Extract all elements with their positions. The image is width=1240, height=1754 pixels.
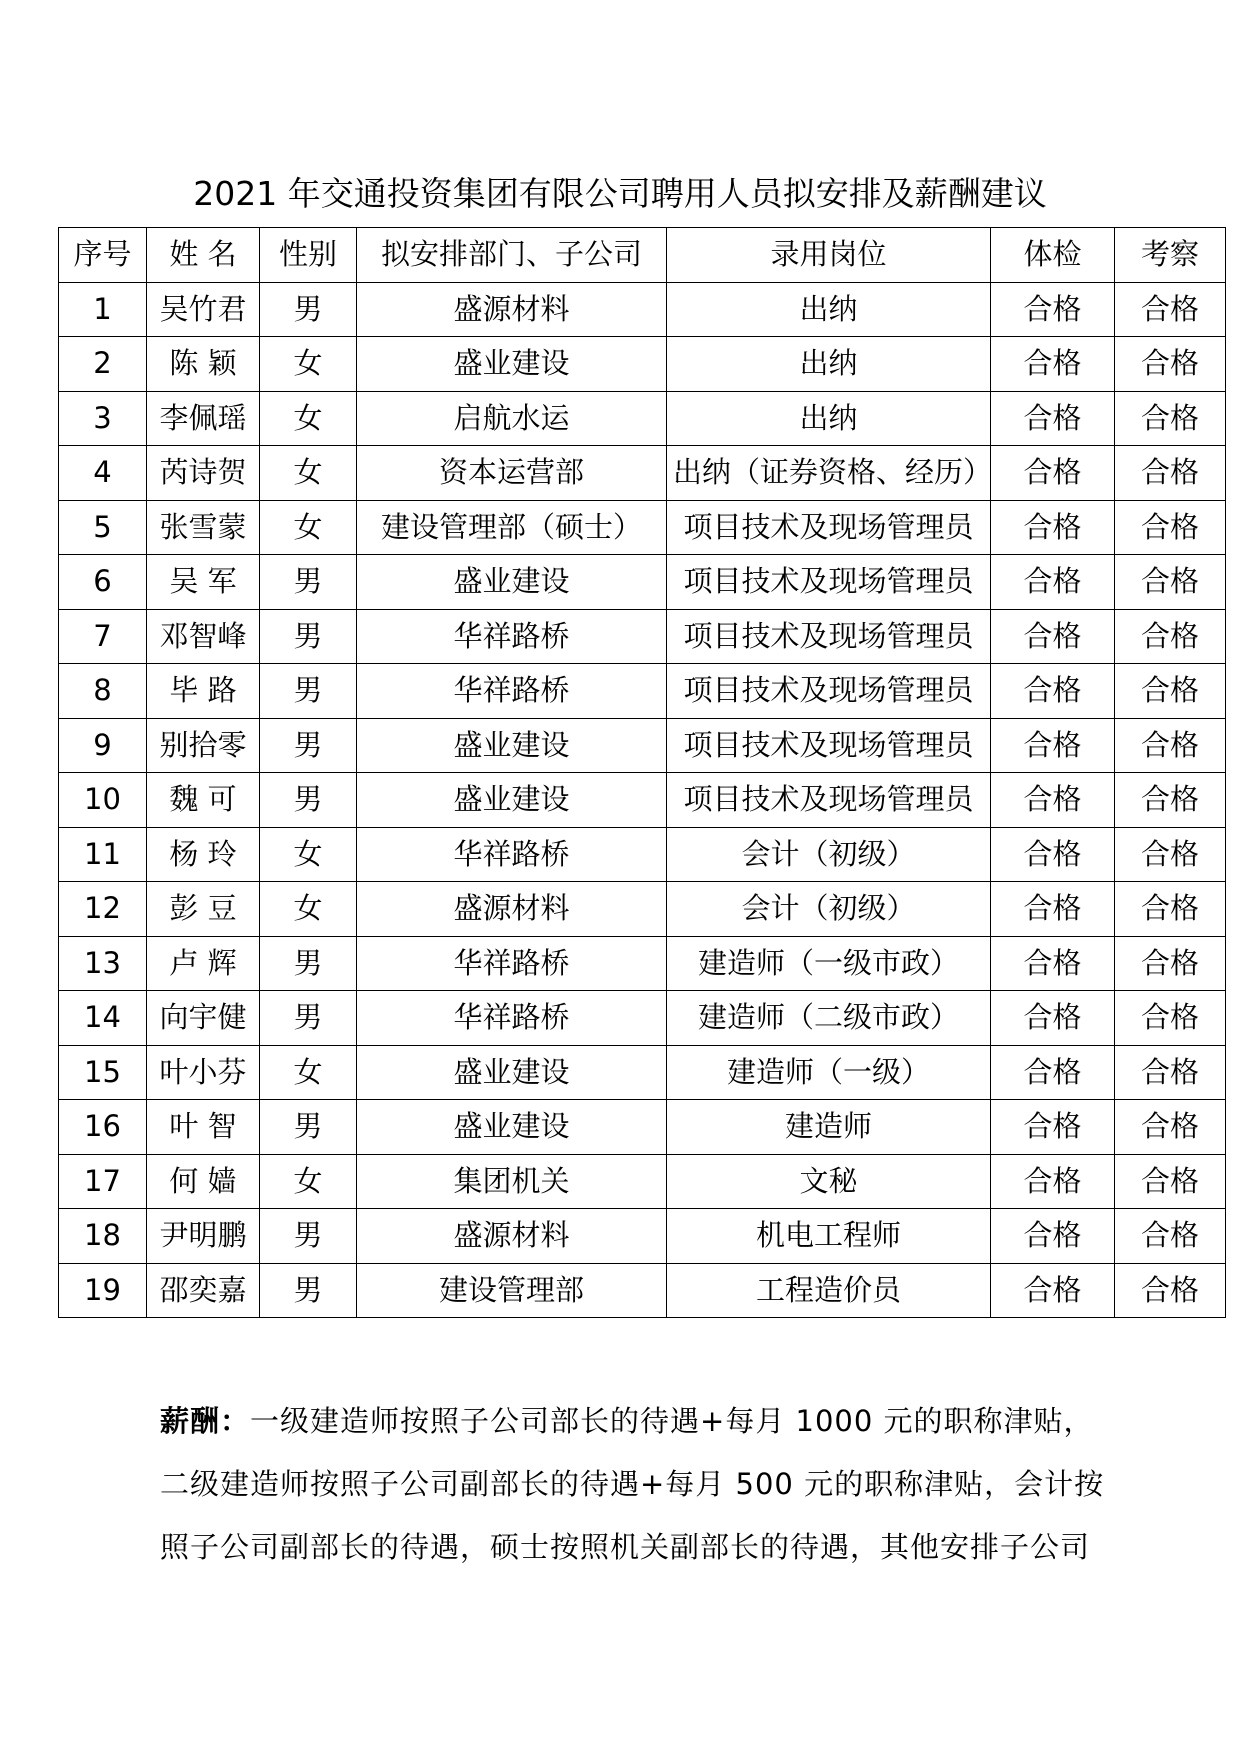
cell-review: 合格: [1115, 664, 1226, 719]
cell-gender: 女: [260, 337, 357, 392]
cell-physical-exam: 合格: [991, 1263, 1115, 1318]
table-row: [59, 1045, 1226, 1100]
cell-gender: 男: [260, 1263, 357, 1318]
cell-physical-exam: 合格: [991, 1154, 1115, 1209]
cell-gender: 女: [260, 500, 357, 555]
cell-review: 合格: [1115, 773, 1226, 828]
cell-review: 合格: [1115, 991, 1226, 1046]
cell-gender: 男: [260, 773, 357, 828]
table-row: [59, 446, 1226, 501]
table-header-row: [59, 228, 1226, 283]
cell-review: 合格: [1115, 500, 1226, 555]
cell-name: 别拾零: [147, 718, 260, 773]
cell-no: 10: [59, 773, 147, 828]
cell-review: 合格: [1115, 882, 1226, 937]
cell-department: 盛业建设: [357, 337, 667, 392]
cell-physical-exam: 合格: [991, 827, 1115, 882]
cell-department: 启航水运: [357, 391, 667, 446]
cell-review: 合格: [1115, 446, 1226, 501]
cell-name: 卢 辉: [147, 936, 260, 991]
cell-department: 华祥路桥: [357, 664, 667, 719]
cell-position: 项目技术及现场管理员: [667, 500, 991, 555]
table-row: [59, 1209, 1226, 1264]
cell-position: 出纳（证券资格、经历）: [667, 446, 991, 501]
cell-position: 工程造价员: [667, 1263, 991, 1318]
cell-no: 9: [59, 718, 147, 773]
cell-department: 盛源材料: [357, 1209, 667, 1264]
cell-no: 5: [59, 500, 147, 555]
table-row: [59, 664, 1226, 719]
cell-name: 叶 智: [147, 1100, 260, 1155]
table-row: [59, 391, 1226, 446]
salary-text: 二级建造师按照子公司副部长的待遇+每月 500 元的职称津贴，会计按: [160, 1467, 1105, 1501]
cell-name: 向宇健: [147, 991, 260, 1046]
cell-review: 合格: [1115, 1209, 1226, 1264]
cell-physical-exam: 合格: [991, 282, 1115, 337]
cell-no: 16: [59, 1100, 147, 1155]
header-gender: 性别: [260, 228, 357, 283]
cell-gender: 女: [260, 882, 357, 937]
header-position: 录用岗位: [667, 228, 991, 283]
cell-name: 毕 路: [147, 664, 260, 719]
header-name: 姓 名: [147, 228, 260, 283]
cell-physical-exam: 合格: [991, 991, 1115, 1046]
table-row: [59, 1154, 1226, 1209]
cell-review: 合格: [1115, 391, 1226, 446]
cell-physical-exam: 合格: [991, 936, 1115, 991]
salary-note: [160, 1390, 1104, 1579]
salary-line: [160, 1453, 1104, 1516]
cell-department: 盛源材料: [357, 882, 667, 937]
cell-physical-exam: 合格: [991, 664, 1115, 719]
cell-no: 2: [59, 337, 147, 392]
cell-gender: 男: [260, 1209, 357, 1264]
table-row: [59, 773, 1226, 828]
cell-position: 文秘: [667, 1154, 991, 1209]
cell-department: 盛业建设: [357, 1100, 667, 1155]
table-row: [59, 1263, 1226, 1318]
table-row: [59, 555, 1226, 610]
cell-no: 4: [59, 446, 147, 501]
cell-position: 出纳: [667, 391, 991, 446]
cell-gender: 女: [260, 391, 357, 446]
cell-gender: 男: [260, 991, 357, 1046]
table-row: [59, 827, 1226, 882]
cell-name: 尹明鹏: [147, 1209, 260, 1264]
cell-physical-exam: 合格: [991, 446, 1115, 501]
cell-department: 华祥路桥: [357, 827, 667, 882]
cell-gender: 女: [260, 1045, 357, 1100]
cell-no: 12: [59, 882, 147, 937]
cell-department: 盛业建设: [357, 555, 667, 610]
cell-name: 芮诗贺: [147, 446, 260, 501]
cell-name: 彭 豆: [147, 882, 260, 937]
cell-no: 8: [59, 664, 147, 719]
cell-name: 张雪蒙: [147, 500, 260, 555]
table-row: [59, 609, 1226, 664]
header-no: 序号: [59, 228, 147, 283]
cell-gender: 男: [260, 1100, 357, 1155]
salary-line: [160, 1516, 1104, 1579]
cell-no: 15: [59, 1045, 147, 1100]
table-row: [59, 282, 1226, 337]
table-row: [59, 991, 1226, 1046]
table-row: [59, 337, 1226, 392]
cell-name: 陈 颖: [147, 337, 260, 392]
cell-review: 合格: [1115, 282, 1226, 337]
table-row: [59, 936, 1226, 991]
cell-physical-exam: 合格: [991, 500, 1115, 555]
cell-position: 会计（初级）: [667, 882, 991, 937]
salary-text: 照子公司副部长的待遇，硕士按照机关副部长的待遇，其他安排子公司: [160, 1530, 1091, 1564]
cell-department: 建设管理部（硕士）: [357, 500, 667, 555]
cell-position: 项目技术及现场管理员: [667, 773, 991, 828]
salary-line: [160, 1390, 1104, 1453]
hiring-table: [58, 227, 1226, 1318]
cell-review: 合格: [1115, 609, 1226, 664]
cell-name: 何 嫱: [147, 1154, 260, 1209]
cell-department: 盛业建设: [357, 1045, 667, 1100]
document-title: 2021 年交通投资集团有限公司聘用人员拟安排及薪酬建议: [193, 174, 1047, 213]
cell-review: 合格: [1115, 337, 1226, 392]
cell-no: 19: [59, 1263, 147, 1318]
cell-name: 吴 军: [147, 555, 260, 610]
cell-physical-exam: 合格: [991, 773, 1115, 828]
cell-physical-exam: 合格: [991, 337, 1115, 392]
cell-department: 建设管理部: [357, 1263, 667, 1318]
cell-no: 1: [59, 282, 147, 337]
cell-department: 盛源材料: [357, 282, 667, 337]
cell-gender: 女: [260, 1154, 357, 1209]
cell-no: 7: [59, 609, 147, 664]
cell-name: 杨 玲: [147, 827, 260, 882]
cell-name: 邓智峰: [147, 609, 260, 664]
table-row: [59, 1100, 1226, 1155]
cell-gender: 男: [260, 609, 357, 664]
cell-department: 盛业建设: [357, 718, 667, 773]
cell-no: 3: [59, 391, 147, 446]
cell-position: 建造师（一级市政）: [667, 936, 991, 991]
cell-department: 华祥路桥: [357, 936, 667, 991]
cell-gender: 女: [260, 446, 357, 501]
cell-department: 华祥路桥: [357, 991, 667, 1046]
cell-gender: 男: [260, 936, 357, 991]
salary-text: 一级建造师按照子公司部长的待遇+每月 1000 元的职称津贴，: [250, 1404, 1094, 1438]
cell-physical-exam: 合格: [991, 882, 1115, 937]
cell-position: 项目技术及现场管理员: [667, 609, 991, 664]
cell-no: 6: [59, 555, 147, 610]
cell-name: 吴竹君: [147, 282, 260, 337]
cell-no: 13: [59, 936, 147, 991]
table-row: [59, 882, 1226, 937]
cell-physical-exam: 合格: [991, 1100, 1115, 1155]
cell-review: 合格: [1115, 1154, 1226, 1209]
cell-physical-exam: 合格: [991, 718, 1115, 773]
header-department: 拟安排部门、子公司: [357, 228, 667, 283]
cell-name: 魏 可: [147, 773, 260, 828]
cell-position: 项目技术及现场管理员: [667, 718, 991, 773]
salary-label: 薪酬：: [160, 1404, 251, 1438]
cell-gender: 男: [260, 555, 357, 610]
cell-review: 合格: [1115, 555, 1226, 610]
cell-physical-exam: 合格: [991, 1209, 1115, 1264]
table-body: [59, 282, 1226, 1318]
cell-review: 合格: [1115, 718, 1226, 773]
cell-physical-exam: 合格: [991, 391, 1115, 446]
cell-position: 机电工程师: [667, 1209, 991, 1264]
cell-review: 合格: [1115, 1045, 1226, 1100]
cell-no: 14: [59, 991, 147, 1046]
cell-no: 18: [59, 1209, 147, 1264]
cell-review: 合格: [1115, 936, 1226, 991]
cell-department: 华祥路桥: [357, 609, 667, 664]
cell-name: 叶小芬: [147, 1045, 260, 1100]
cell-position: 会计（初级）: [667, 827, 991, 882]
cell-position: 出纳: [667, 282, 991, 337]
cell-position: 建造师: [667, 1100, 991, 1155]
cell-review: 合格: [1115, 1263, 1226, 1318]
cell-gender: 女: [260, 827, 357, 882]
cell-position: 建造师（二级市政）: [667, 991, 991, 1046]
table-row: [59, 500, 1226, 555]
cell-review: 合格: [1115, 827, 1226, 882]
header-physical-exam: 体检: [991, 228, 1115, 283]
cell-physical-exam: 合格: [991, 1045, 1115, 1100]
cell-department: 资本运营部: [357, 446, 667, 501]
cell-gender: 男: [260, 282, 357, 337]
cell-no: 11: [59, 827, 147, 882]
cell-position: 建造师（一级）: [667, 1045, 991, 1100]
cell-position: 项目技术及现场管理员: [667, 664, 991, 719]
cell-department: 集团机关: [357, 1154, 667, 1209]
cell-physical-exam: 合格: [991, 555, 1115, 610]
cell-position: 项目技术及现场管理员: [667, 555, 991, 610]
header-review: 考察: [1115, 228, 1226, 283]
cell-gender: 男: [260, 718, 357, 773]
cell-name: 邵奕嘉: [147, 1263, 260, 1318]
cell-department: 盛业建设: [357, 773, 667, 828]
cell-physical-exam: 合格: [991, 609, 1115, 664]
cell-name: 李佩瑶: [147, 391, 260, 446]
cell-review: 合格: [1115, 1100, 1226, 1155]
table-row: [59, 718, 1226, 773]
cell-position: 出纳: [667, 337, 991, 392]
cell-no: 17: [59, 1154, 147, 1209]
cell-gender: 男: [260, 664, 357, 719]
